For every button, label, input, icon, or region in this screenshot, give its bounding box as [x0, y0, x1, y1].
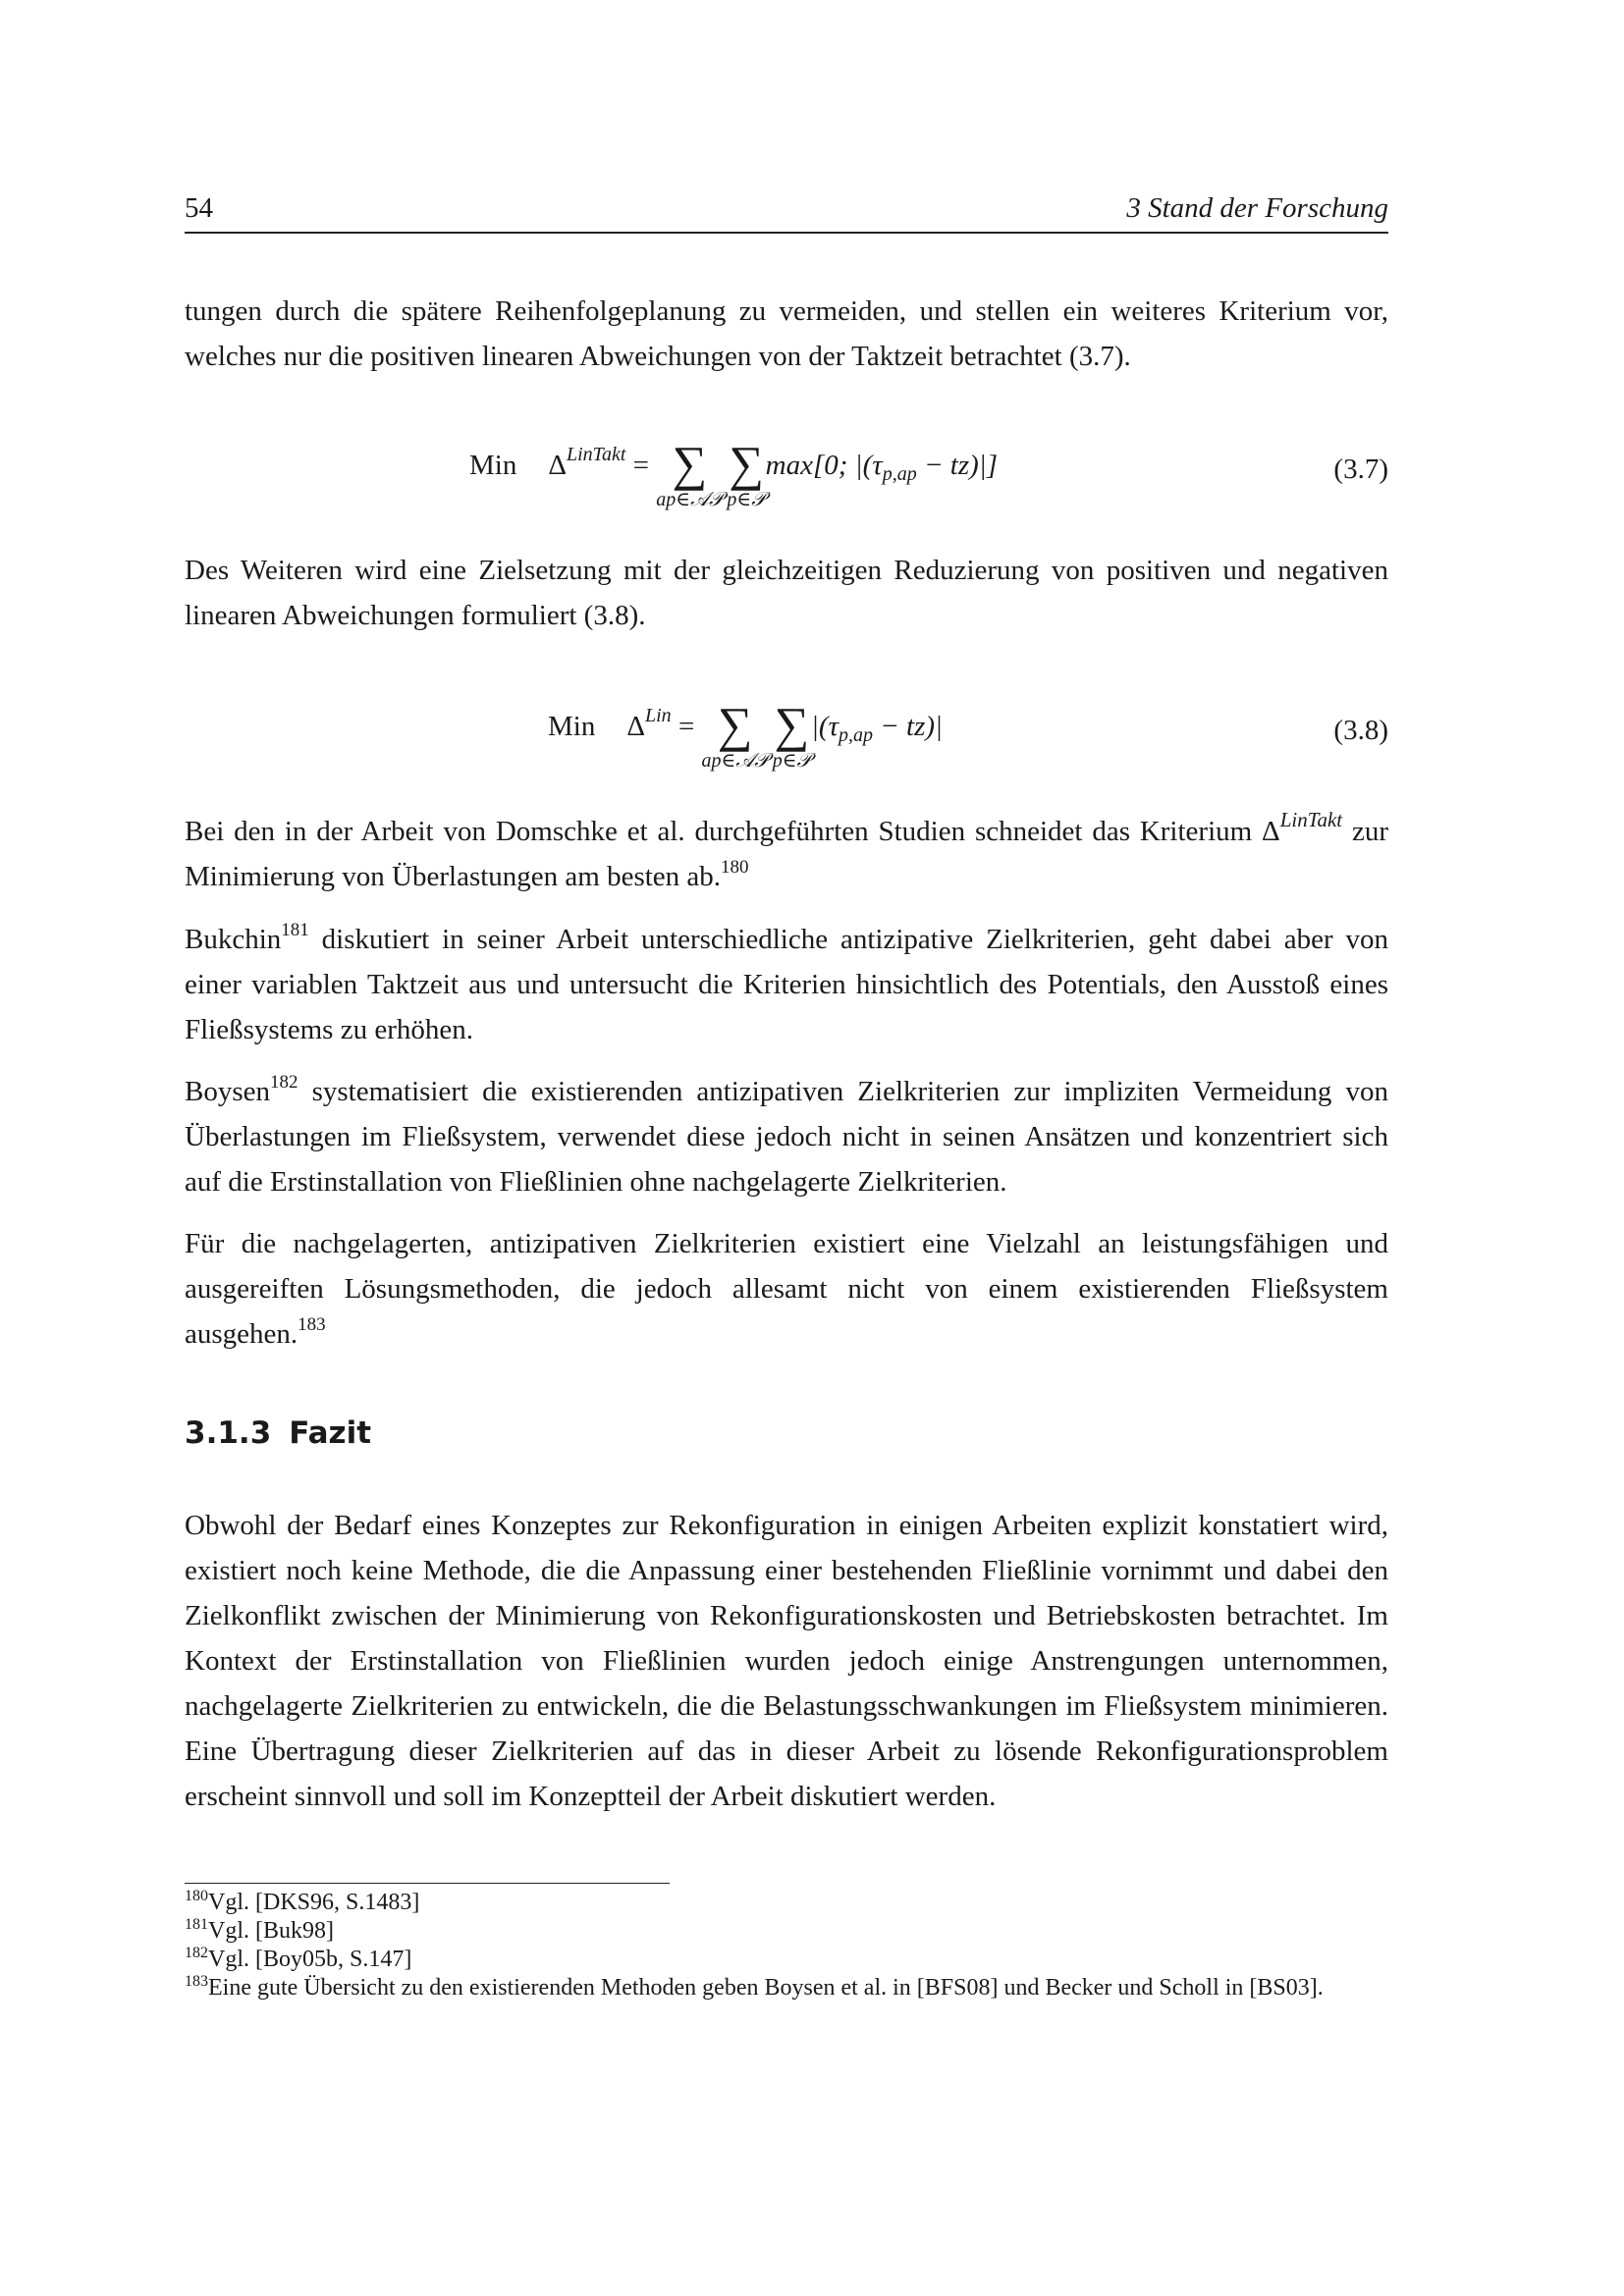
equation-3-8-body: [548, 699, 943, 787]
eq1-term: [765, 438, 999, 485]
footnote-text: Vgl. [DKS96, S.1483]: [208, 1890, 420, 1915]
eq1-lhs: [548, 438, 656, 482]
eq2-min: Min: [548, 711, 596, 742]
footnote-text: Vgl. [Buk98]: [208, 1918, 334, 1944]
eq2-sum-2-limit: p∈𝒫: [772, 750, 811, 772]
eq1-sup: LinTakt: [567, 444, 626, 465]
eq2-delta: Δ: [626, 711, 645, 742]
eq1-sub: p,ap: [882, 463, 917, 485]
paragraph-7: Obwohl der Bedarf eines Konzeptes zur Rekonfiguration in einigen Arbeiten explizit konstatiert wird, existiert noch keine Methode, die die Anpassung einer bestehenden Fließlinie vornimmt und dabei den Zielkonflikt zwischen der Minimierung von Rekonfigurationskosten und Betriebskosten betrachtet. Im Kontext der Erstinstallation von Fließlinien wurden jedoch einige Anstrengungen unternommen, nachgelagerte Zielkriterien zu entwickeln, die die Belastungsschwankungen im Fließsystem minimieren. Eine Übertragung dieser Zielkriterien auf das in dieser Arbeit zu lösende Rekonfigurationsproblem erscheint sinnvoll und soll im Konzeptteil der Arbeit diskutiert werden.: [185, 1510, 1388, 1812]
eq2-lhs: [626, 699, 701, 743]
paragraph-5: [185, 1069, 1388, 1204]
footnote-text: Eine gute Übersicht zu den existierenden Methoden geben Boysen et al. in [BFS08] und Becker und Scholl in [BS03].: [208, 1975, 1324, 2001]
footnote-separator: [185, 1883, 670, 1884]
eq1-delta: Δ: [548, 450, 567, 481]
equation-number-3-7: (3.7): [1333, 454, 1388, 485]
paragraph-4-text-a: Bukchin: [185, 924, 282, 955]
footnote-181: [185, 1917, 1388, 1946]
document-page: [185, 0, 1388, 2296]
paragraph-2: Des Weiteren wird eine Zielsetzung mit der gleichzeitigen Reduzierung von positiven und negativen linearen Abweichungen formuliert (3.8).: [185, 555, 1388, 631]
paragraph-5-text-b: systematisiert die existierenden antizipativen Zielkriterien zur impliziten Vermeidung von Überlastungen im Fließsystem, verwendet diese jedoch nicht in seinen Ansätzen und konzentriert sich auf die Erstinstallation von Fließlinien ohne nachgelagerte Zielkriterien.: [185, 1076, 1388, 1198]
paragraph-3-text-b: zur Minimierung von Überlastungen am besten ab.: [185, 816, 1388, 892]
eq1-term-b: − tz)|]: [916, 450, 999, 481]
eq1-sum-1: ∑ ap∈𝒜𝒫: [656, 436, 724, 510]
footnote-ref-182[interactable]: 182: [270, 1072, 298, 1093]
section-heading: [185, 1415, 371, 1451]
footnotes: [185, 1889, 1388, 2002]
eq2-sum-1-limit: ap∈𝒜𝒫: [701, 750, 769, 772]
footnote-mark: 180: [185, 1888, 208, 1904]
page-number: 54: [185, 192, 213, 224]
eq2-sup: Lin: [645, 705, 672, 726]
footnote-mark: 183: [185, 1973, 208, 1990]
paragraph-3: [185, 809, 1388, 899]
footnote-183: [185, 1974, 1388, 2002]
eq2-term-a: |(τ: [810, 711, 839, 742]
footnote-mark: 181: [185, 1916, 208, 1933]
eq1-term-a: max[0; |(τ: [765, 450, 883, 481]
section-number: 3.1.3: [185, 1415, 272, 1451]
section-title: Fazit: [289, 1415, 372, 1451]
paragraph-4-text-b: diskutiert in seiner Arbeit unterschiedliche antizipative Zielkriterien, geht dabei aber von einer variablen Taktzeit aus und untersucht die Kriterien hinsichtlich des Potentials, den Ausstoß eines Fließsystems zu erhöhen.: [185, 924, 1388, 1045]
equation-number-3-8: (3.8): [1333, 715, 1388, 746]
paragraph-6-text: Für die nachgelagerten, antizipativen Zielkriterien existiert eine Vielzahl an leistungsfähigen und ausgereiften Lösungsmethoden, die jedoch allesamt nicht von einem existierenden Fließsystem ausgehen.: [185, 1228, 1388, 1350]
paragraph-4: [185, 917, 1388, 1052]
delta-superscript: LinTakt: [1279, 808, 1343, 831]
eq2-equals: =: [677, 711, 695, 742]
paragraph-1: tungen durch die spätere Reihenfolgeplanung zu vermeiden, und stellen ein weiteres Kriterium vor, welches nur die positiven linearen Abweichungen von der Taktzeit betrachtet (3.7).: [185, 295, 1388, 372]
footnote-mark: 182: [185, 1945, 208, 1961]
paragraph-6: [185, 1221, 1388, 1357]
eq2-term-b: − tz)|: [872, 711, 943, 742]
equation-3-8: [185, 699, 1388, 787]
footnote-182: [185, 1946, 1388, 1974]
footnote-text: Vgl. [Boy05b, S.147]: [208, 1947, 412, 1972]
footnote-180: [185, 1889, 1388, 1917]
eq1-sum-2-limit: p∈𝒫: [727, 489, 766, 510]
running-header: [185, 192, 1388, 234]
eq1-sum-1-limit: ap∈𝒜𝒫: [656, 489, 724, 510]
eq2-term: [810, 699, 943, 746]
eq2-sum-2: ∑ p∈𝒫: [772, 697, 811, 772]
eq1-sum-2: ∑ p∈𝒫: [727, 436, 766, 510]
paragraph-5-text-a: Boysen: [185, 1076, 270, 1107]
footnote-ref-181[interactable]: 181: [281, 920, 309, 940]
chapter-title: 3 Stand der Forschung: [1126, 192, 1388, 224]
eq2-sum-1: ∑ ap∈𝒜𝒫: [701, 697, 769, 772]
footnote-ref-180[interactable]: 180: [721, 857, 749, 878]
equation-3-7: [185, 438, 1388, 526]
equation-3-7-body: [469, 438, 998, 526]
footnote-ref-183[interactable]: 183: [298, 1314, 326, 1335]
eq1-min: Min: [469, 450, 517, 481]
eq1-equals: =: [632, 450, 650, 481]
eq2-sub: p,ap: [838, 724, 873, 746]
paragraph-3-text-a: Bei den in der Arbeit von Domschke et al. durchgeführten Studien schneidet das Kriterium Δ: [185, 816, 1280, 847]
